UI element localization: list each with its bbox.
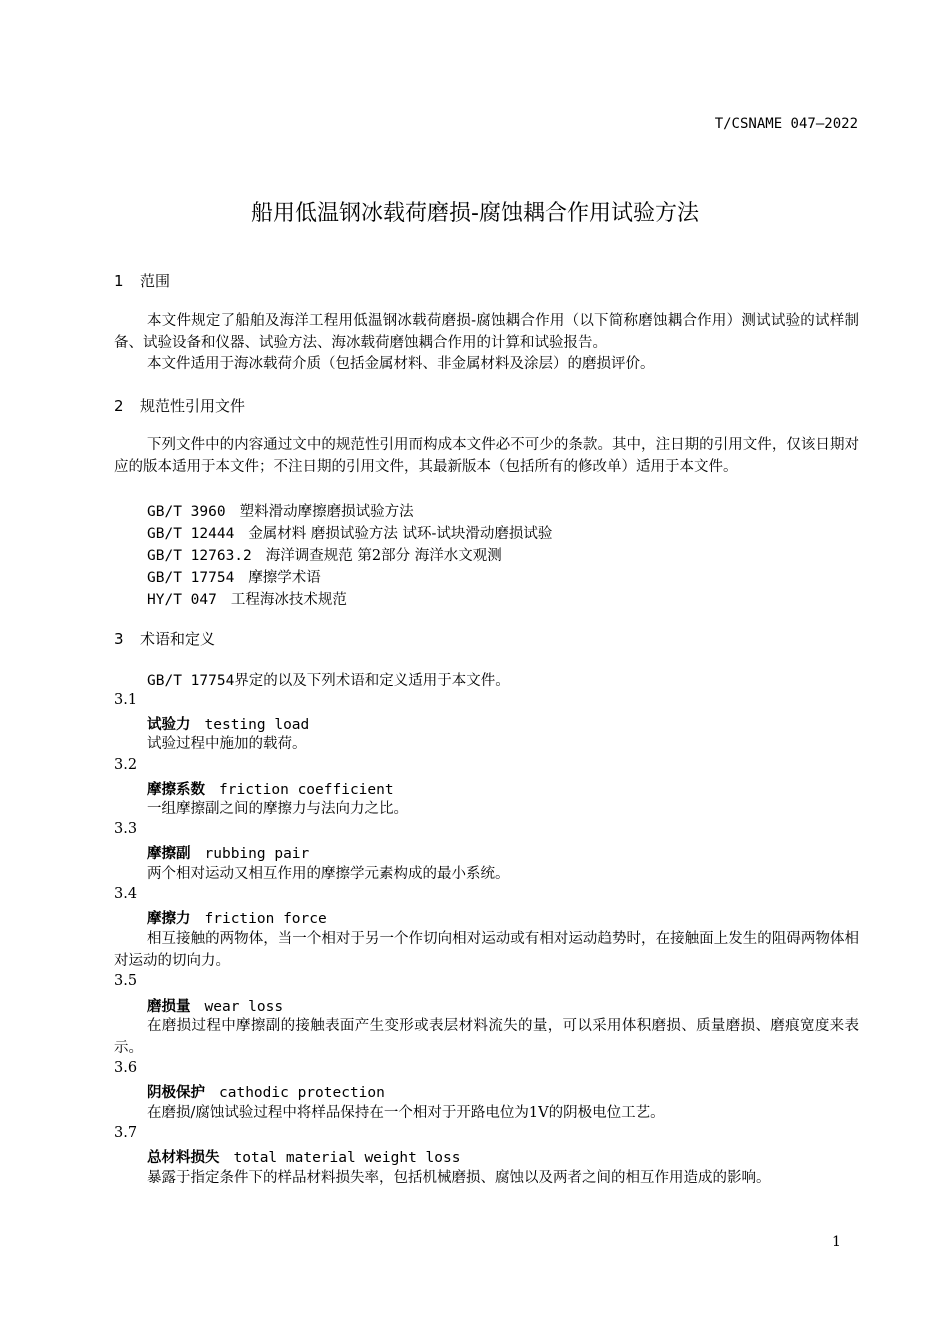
term-entry — [147, 842, 309, 863]
section-number: 1 — [114, 272, 124, 290]
term-cn: 试验力 — [147, 717, 191, 733]
term-entry — [147, 778, 394, 799]
term-definition: 两个相对运动又相互作用的摩擦学元素构成的最小系统。 — [147, 866, 510, 882]
paragraph: 下列文件中的内容通过文中的规范性引用而构成本文件必不可少的条款。其中，注日期的引用文件，仅该日期对应的版本适用于本文件；不注日期的引用文件，其最新版本（包括所有的修改单）适用于本文件。 — [114, 437, 859, 475]
term-definition: 一组摩擦副之间的摩擦力与法向力之比。 — [147, 801, 408, 817]
term-entry — [147, 713, 309, 734]
term-en: total material weight loss — [233, 1150, 461, 1166]
term-number: 3.5 — [114, 973, 138, 989]
section-title: 范围 — [140, 272, 171, 290]
term-en: friction coefficient — [219, 782, 394, 798]
term-number: 3.7 — [114, 1125, 138, 1141]
term-cn: 摩擦副 — [147, 846, 191, 862]
term-definition: 相互接触的两物体，当一个相对于另一个作切向相对运动或有相对运动趋势时，在接触面上发生的阻碍两物体相对运动的切向力。 — [114, 931, 859, 969]
section-heading-1 — [114, 270, 170, 291]
standard-number: T/CSNAME 047—2022 — [714, 116, 858, 132]
term-en: rubbing pair — [204, 846, 310, 862]
term-number: 3.3 — [114, 821, 138, 837]
term-definition: 在磨损/腐蚀试验过程中将样品保持在一个相对于开路电位为1V的阴极电位工艺。 — [147, 1105, 665, 1121]
page-number: 1 — [832, 1234, 841, 1250]
reference-name: 工程海冰技术规范 — [230, 592, 347, 608]
term-number: 3.2 — [114, 757, 138, 773]
term-number: 3.1 — [114, 692, 138, 708]
term-en: cathodic protection — [219, 1085, 385, 1101]
reference-item — [147, 522, 552, 543]
term-cn: 磨损量 — [147, 999, 191, 1015]
reference-item — [147, 566, 321, 587]
intro-code: GB/T 17754 — [147, 673, 235, 689]
paragraph: 本文件规定了船舶及海洋工程用低温钢冰载荷磨损-腐蚀耦合作用（以下简称磨蚀耦合作用）测试试验的试样制备、试验设备和仪器、试验方法、海冰载荷磨蚀耦合作用的计算和试验报告。 — [114, 313, 859, 351]
term-cn: 摩擦系数 — [147, 782, 205, 798]
reference-name: 塑料滑动摩擦磨损试验方法 — [239, 504, 414, 520]
reference-name: 金属材料 磨损试验方法 试环-试块滑动磨损试验 — [248, 526, 553, 542]
term-cn: 阴极保护 — [147, 1085, 205, 1101]
reference-code: GB/T 17754 — [147, 570, 235, 586]
term-entry — [147, 995, 283, 1016]
term-cn: 摩擦力 — [147, 911, 191, 927]
section-number: 2 — [114, 397, 124, 415]
section-heading-2 — [114, 395, 245, 416]
reference-name: 海洋调查规范 第2部分 海洋水文观测 — [265, 548, 502, 564]
reference-item — [147, 544, 502, 565]
term-entry — [147, 1146, 460, 1167]
paragraph: 本文件适用于海冰载荷介质（包括金属材料、非金属材料及涂层）的磨损评价。 — [147, 356, 655, 372]
reference-code: HY/T 047 — [147, 592, 217, 608]
term-number: 3.4 — [114, 886, 138, 902]
reference-code: GB/T 12444 — [147, 526, 235, 542]
term-cn: 总材料损失 — [147, 1150, 220, 1166]
reference-item — [147, 588, 347, 609]
term-en: friction force — [204, 911, 327, 927]
term-en: wear loss — [204, 999, 284, 1015]
term-number: 3.6 — [114, 1060, 138, 1076]
reference-code: GB/T 12763.2 — [147, 548, 252, 564]
section-title: 术语和定义 — [140, 630, 216, 648]
reference-code: GB/T 3960 — [147, 504, 226, 520]
term-definition: 在磨损过程中摩擦副的接触表面产生变形或表层材料流失的量，可以采用体积磨损、质量磨损、磨痕宽度来表示。 — [114, 1018, 859, 1056]
term-entry — [147, 907, 327, 928]
section-title: 规范性引用文件 — [140, 397, 246, 415]
reference-item — [147, 500, 414, 521]
document-title: 船用低温钢冰载荷磨损-腐蚀耦合作用试验方法 — [251, 201, 699, 226]
terms-intro — [147, 669, 510, 690]
term-en: testing load — [204, 717, 310, 733]
term-definition: 试验过程中施加的载荷。 — [147, 736, 307, 752]
reference-name: 摩擦学术语 — [248, 570, 321, 586]
term-entry — [147, 1081, 385, 1102]
term-definition: 暴露于指定条件下的样品材料损失率，包括机械磨损、腐蚀以及两者之间的相互作用造成的影响。 — [147, 1170, 771, 1186]
section-number: 3 — [114, 630, 124, 648]
section-heading-3 — [114, 628, 215, 649]
intro-text: 界定的以及下列术语和定义适用于本文件。 — [234, 673, 510, 689]
